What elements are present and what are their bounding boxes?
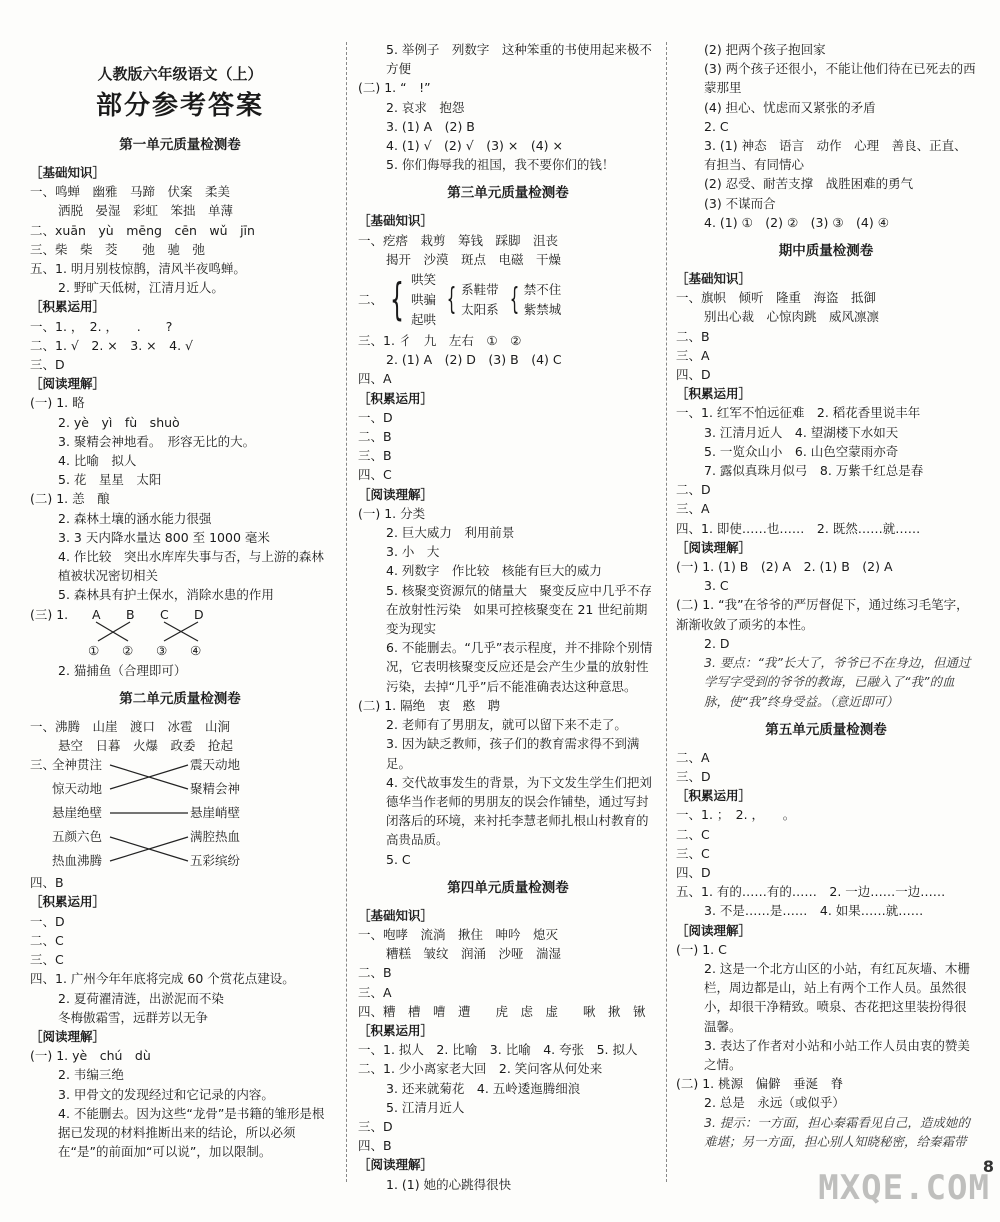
unit4-title: 第四单元质量检测卷 xyxy=(447,879,569,896)
answer-line: 4. (1) ① (2) ② (3) ③ (4) ④ xyxy=(704,214,889,230)
section-read: ［阅读理解］ xyxy=(30,1028,106,1044)
match-right: 震天动地 xyxy=(190,757,241,773)
section-read: ［阅读理解］ xyxy=(358,486,434,502)
match-letter: B xyxy=(126,606,135,622)
answer-line: 3. 聚精会神地看。 形容无比的大。 xyxy=(58,433,256,449)
unit1-title: 第一单元质量检测卷 xyxy=(119,137,241,153)
match-letter: C xyxy=(160,606,169,622)
answer-line: 2. 猫捕鱼（合理即可） xyxy=(58,662,187,678)
answer-line: 2. yè yì fù shuò xyxy=(58,414,180,430)
matching-question xyxy=(30,605,330,661)
answer-line: 三、D xyxy=(30,357,65,373)
answer-line: 三、A xyxy=(676,501,710,517)
page-title: 人教版六年级语文（上） xyxy=(97,65,263,83)
idiom-matching xyxy=(30,755,290,873)
answer-line: 四、糟 槽 嘈 遭 虎 虑 虚 啾 揪 锹 xyxy=(358,1003,646,1019)
answer-line: 2. 巨大威力 利用前景 xyxy=(386,525,515,541)
answer-line: 四、1. 即使……也…… 2. 既然……就…… xyxy=(676,520,921,536)
match-number: ④ xyxy=(190,642,202,658)
answer-line: 三、A xyxy=(358,984,392,1000)
answer-line: 糟糕 皱纹 润涌 沙哑 湍湿 xyxy=(386,946,562,962)
answer-line: 2. C xyxy=(704,118,729,134)
answer-line: 四、D xyxy=(676,864,711,880)
answer-line: (2) 忍受、耐苦支撑 战胜困难的勇气 xyxy=(704,176,914,192)
answer-line: 一、旗帜 倾听 隆重 海盗 抵御 xyxy=(676,290,877,306)
brace-label: 二、 xyxy=(358,292,384,308)
answer-line: 五、1. 明月别枝惊鹊，清风半夜鸣蝉。 xyxy=(30,261,246,277)
answer-line: (一) 1. 略 xyxy=(30,395,85,411)
answer-line: 3. (1) A (2) B xyxy=(386,118,475,134)
section-accum: ［积累运用］ xyxy=(30,894,106,910)
column-left xyxy=(30,40,330,1182)
answer-line: 3. 不是……是…… 4. 如果……就…… xyxy=(704,903,924,919)
answer-line: 5. 你们侮辱我的祖国，我不要你们的钱！ xyxy=(386,157,615,173)
answer-line: 5. 江清月近人 xyxy=(386,1099,465,1115)
section-basic: ［基础知识］ xyxy=(676,271,752,287)
section-accum: ［积累运用］ xyxy=(676,788,752,804)
match-number: ② xyxy=(122,642,134,658)
brace-item: 起哄 xyxy=(411,312,437,328)
answer-line: 2. (1) A (2) D (3) B (4) C xyxy=(386,352,562,368)
unit2-title: 第二单元质量检测卷 xyxy=(119,690,241,707)
answer-line: 一、1. 红军不怕远征难 2. 稻花香里说丰年 xyxy=(676,405,921,421)
match-letter: A xyxy=(92,606,101,622)
answer-line: 4. 不能删去。因为这些“龙骨”是书籍的雏形是根据已发现的材料推断出来的结论，所以必须在“是”的前面加“可以说”，加以限制。 xyxy=(58,1105,325,1160)
answer-line: 4. 作比较 突出水库库失事与否，与上游的森林植被状况密切相关 xyxy=(58,549,324,584)
match-right: 满腔热血 xyxy=(190,829,241,845)
column-right xyxy=(676,40,976,1182)
brace-item: 太阳系 xyxy=(461,302,499,318)
answer-line: 一、沸腾 山崖 渡口 冰雹 山涧 xyxy=(30,718,231,734)
answer-line: 3. 表达了作者对小站和小站工作人员由衷的赞美之情。 xyxy=(704,1037,970,1072)
answer-line: 二、C xyxy=(676,826,710,842)
section-read: ［阅读理解］ xyxy=(676,539,752,555)
answer-line: 2. 总是 永远（或似乎） xyxy=(704,1095,845,1111)
brace-mark: { xyxy=(446,282,457,318)
answer-line: 5. 举例子 列数字 这种笨重的书使用起来极不方便 xyxy=(386,42,652,77)
brace-item: 哄笑 xyxy=(411,272,437,288)
answer-line: (二) 1. 桃源 偏僻 垂涎 脊 xyxy=(676,1076,844,1092)
section-read: ［阅读理解］ xyxy=(30,376,106,392)
answer-line: 3. 甲骨文的发现经过和它记录的内容。 xyxy=(58,1086,274,1102)
answer-line: (二) 1. “我”在爷爷的严厉督促下，通过练习毛笔字，渐渐收敛了顽劣的本性。 xyxy=(676,597,969,632)
answer-line: 2. 森林土壤的涵水能力很强 xyxy=(58,510,212,526)
answer-line: 一、1. ； 2. ， 。 xyxy=(676,807,796,823)
answer-line: 5. 森林具有护土保水，消除水患的作用 xyxy=(58,587,274,603)
section-accum: ［积累运用］ xyxy=(358,1022,434,1038)
match-right: 悬崖峭壁 xyxy=(190,805,241,821)
answer-line: 5. 核聚变资源氘的储量大 聚变反应中几乎不存在放射性污染 如果可控核聚变在 21 世纪前期变为现实 xyxy=(386,582,652,637)
brace-stack xyxy=(461,280,499,320)
match-number: ③ xyxy=(156,642,168,658)
section-read: ［阅读理解］ xyxy=(358,1157,434,1173)
answer-line: 二、B xyxy=(676,328,710,344)
section-accum: ［积累运用］ xyxy=(358,390,434,406)
answer-line: 三、C xyxy=(676,845,710,861)
answer-line: (4) 担心、忧虑而又紧张的矛盾 xyxy=(704,99,876,115)
answer-line: 3. 要点：“我”长大了，爷爷已不在身边，但通过学写字受到的爷爷的教诲，已融入了“我”的血脉，使“我”终身受益。（意近即可） xyxy=(704,655,971,709)
answer-line: 二、1. √ 2. × 3. × 4. √ xyxy=(30,337,193,353)
answer-line: 5. C xyxy=(386,851,411,867)
answer-line: (3) 两个孩子还很小，不能让他们待在已死去的西蒙那里 xyxy=(704,61,976,96)
brace-mark: { xyxy=(390,274,405,326)
answer-line: 二、A xyxy=(676,749,710,765)
match-number: ① xyxy=(88,642,100,658)
match-right: 五彩缤纷 xyxy=(190,853,241,869)
midterm-title: 期中质量检测卷 xyxy=(778,243,874,260)
answer-line: 一、咆哮 流淌 揪住 呻吟 熄灭 xyxy=(358,926,559,942)
answer-line: 3. 3 天内降水量达 800 至 1000 毫米 xyxy=(58,529,270,545)
answer-line: (一) 1. 分类 xyxy=(358,505,426,521)
unit3-title: 第三单元质量检测卷 xyxy=(447,185,569,202)
answer-line: (2) 把两个孩子抱回家 xyxy=(704,42,826,57)
brace-item: 系鞋带 xyxy=(461,282,499,298)
answer-line: 揭开 沙漠 斑点 电磁 干燥 xyxy=(386,251,562,267)
answer-line: 2. 这是一个北方山区的小站，有红瓦灰墙、木栅栏，周边都是山，站上有两个工作人员。虽然很小，却很干净精致。喷泉、杏花把这里装扮得很温馨。 xyxy=(704,960,970,1034)
answer-line: 二、B xyxy=(358,429,392,445)
answer-line: 4. 比喻 拟人 xyxy=(58,453,137,469)
answer-line: 洒脱 晏湿 彩虹 笨拙 单薄 xyxy=(58,203,234,219)
answer-line: 四、C xyxy=(358,467,392,483)
answer-line: 三、B xyxy=(358,448,392,464)
page-subtitle: 部分参考答案 xyxy=(95,91,264,121)
answer-line: 四、B xyxy=(30,875,64,891)
match-left: 悬崖绝壁 xyxy=(52,805,103,821)
answer-line: 三、A xyxy=(676,347,710,363)
answer-line: 3. 因为缺乏教师，孩子们的教育需求得不到满足。 xyxy=(386,736,640,771)
answer-line: 五、1. 有的……有的…… 2. 一边……一边…… xyxy=(676,884,946,900)
brace-item: 禁不住 xyxy=(523,282,562,298)
answer-line: 一、1. ， 2. ， . ? xyxy=(30,318,173,334)
answer-line: 悬空 日暮 火爆 政委 抢起 xyxy=(58,738,234,754)
answer-line: 3. 江清月近人 4. 望湖楼下水如天 xyxy=(704,424,899,440)
match-letter: D xyxy=(194,606,204,622)
answer-line: 一、D xyxy=(30,913,65,929)
match-left: 热血沸腾 xyxy=(52,853,103,869)
answer-line: (3) 不谋而合 xyxy=(704,195,776,211)
answer-line: (二) 1. “ !” xyxy=(358,80,431,96)
match-left: 全神贯注 xyxy=(52,757,103,773)
match-right: 聚精会神 xyxy=(190,781,241,797)
section-accum: ［积累运用］ xyxy=(30,299,106,315)
answer-line: 二、B xyxy=(358,965,392,981)
answer-line: (二) 1. 恙 酿 xyxy=(30,491,110,507)
answer-line: 二、C xyxy=(30,932,64,948)
answer-line: 二、xuān yù mēng cēn wǔ jīn xyxy=(30,222,255,238)
answer-line: 3. (1) 神态 语言 动作 心理 善良、正直、有担当、有同情心 xyxy=(704,138,967,173)
answer-line: 6. 不能删去。“几乎”表示程度，并不排除个别情况，它表明核聚变反应还是会产生少量的放射性污染，去掉“几乎”后不能准确表达这种意思。 xyxy=(386,640,653,694)
answer-line: 三、柴 柴 茭 弛 驰 弛 xyxy=(30,241,206,257)
section-accum: ［积累运用］ xyxy=(676,386,752,402)
section-read: ［阅读理解］ xyxy=(676,922,752,938)
answer-line: 2. 韦编三绝 xyxy=(58,1067,124,1083)
answer-line: 三、1. 彳 九 左右 ① ② xyxy=(358,333,522,349)
brace-stack xyxy=(524,280,562,320)
page-number: 8 xyxy=(982,1157,994,1176)
answer-line: 三、C xyxy=(30,952,64,968)
column-divider xyxy=(346,42,347,1182)
answer-line: 冬梅傲霜雪，远群芳以无争 xyxy=(58,1009,209,1025)
unit5-title: 第五单元质量检测卷 xyxy=(765,721,887,738)
answer-line: 2. 夏荷濯清涟，出淤泥而不染 xyxy=(58,990,224,1006)
answer-line: 4. (1) √ (2) √ (3) × (4) × xyxy=(386,138,563,154)
answer-line: (一) 1. C xyxy=(676,941,727,957)
answer-line: 4. 交代故事发生的背景，为下文发生学生们把刘德华当作老师的男朋友的误会作铺垫，通过写封闭落后的环境，来衬托李慧老师扎根山村教育的高贵品质。 xyxy=(386,774,652,848)
brace-item: 哄骗 xyxy=(411,292,437,308)
answer-line: (一) 1. yè chú dù xyxy=(30,1048,151,1064)
idiom-match-lines xyxy=(30,755,290,873)
answer-line: 一、1. 拟人 2. 比喻 3. 比喻 4. 夸张 5. 拟人 xyxy=(358,1042,638,1058)
match-left: 惊天动地 xyxy=(52,781,103,797)
section-basic: ［基础知识］ xyxy=(358,907,434,923)
answer-line: 三、D xyxy=(358,1118,393,1134)
brace-stack xyxy=(411,270,436,330)
answer-line: 四、B xyxy=(358,1138,392,1154)
section-basic: ［基础知识］ xyxy=(358,213,434,229)
answer-line: 1. (1) 她的心跳得很快 xyxy=(386,1176,512,1192)
answer-line: (一) 1. (1) B (2) A 2. (1) B (2) A xyxy=(676,559,893,575)
answer-line: 3. C xyxy=(704,578,729,594)
answer-line: 2. D xyxy=(704,635,730,651)
answer-line: 2. 哀求 抱怨 xyxy=(386,99,465,115)
answer-line: 一、鸣蝉 幽雅 马蹄 伏案 柔美 xyxy=(30,184,231,200)
answer-line: 4. 列数字 作比较 核能有巨大的威力 xyxy=(386,563,602,579)
brace-group xyxy=(358,269,658,331)
answer-line: 3. 还来就菊花 4. 五岭逶迤腾细浪 xyxy=(386,1080,581,1096)
answer-line: 一、D xyxy=(358,409,393,425)
answer-line: 2. 野旷天低树，江清月近人。 xyxy=(58,280,224,296)
answer-line: 四、A xyxy=(358,371,392,387)
matching-label: (三) 1. xyxy=(30,606,69,622)
answer-line: 二、1. 少小离家老大回 2. 笑问客从何处来 xyxy=(358,1061,603,1077)
brace-mark: { xyxy=(509,282,519,318)
answer-line: 2. 老师有了男朋友，就可以留下来不走了。 xyxy=(386,717,627,733)
section-basic: ［基础知识］ xyxy=(30,165,106,180)
answer-line: 三、D xyxy=(676,768,711,784)
column-middle xyxy=(358,40,658,1192)
answer-line: 一、疙瘩 栽剪 筹钱 踩脚 沮丧 xyxy=(358,232,559,248)
answer-line: 5. 一览众山小 6. 山色空蒙雨亦奇 xyxy=(704,443,899,459)
match-label: 三、 xyxy=(30,757,56,773)
answer-line: 7. 露似真珠月似弓 8. 万紫千红总是春 xyxy=(704,463,924,479)
match-left: 五颜六色 xyxy=(52,829,103,845)
answer-line: (二) 1. 隔绝 衷 憨 聘 xyxy=(358,697,501,713)
answer-line: 5. 花 星星 太阳 xyxy=(58,472,162,488)
answer-line: 四、1. 广州今年年底将完成 60 个赏花点建设。 xyxy=(30,971,295,987)
answer-line: 3. 提示：一方面，担心秦霜看见自己，造成她的难堪；另一方面，担心别人知晓秘密，给秦霜带 xyxy=(704,1114,970,1149)
column-divider xyxy=(666,42,667,1182)
brace-item: 紫禁城 xyxy=(523,302,562,318)
answer-line: 别出心裁 心惊肉跳 威风凛凛 xyxy=(704,309,880,325)
watermark-logo: MXQE.COM xyxy=(818,1168,990,1208)
answer-line: 四、D xyxy=(676,367,711,383)
answer-line: 3. 小 大 xyxy=(386,544,440,560)
answer-line: 二、D xyxy=(676,482,711,498)
